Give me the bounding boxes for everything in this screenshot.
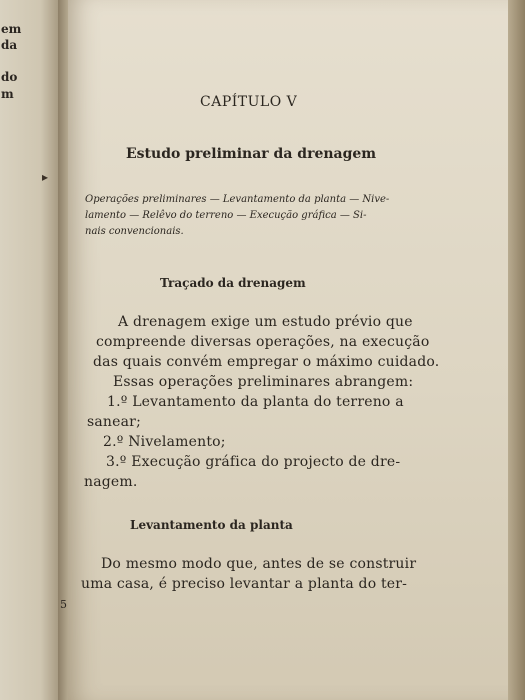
chapter-summary-line: Operações preliminares — Levantamento da planta — Nive- [85, 194, 390, 205]
paragraph-line: compreende diversas operações, na execução [96, 334, 430, 350]
signature-mark: 5 [60, 598, 67, 611]
chapter-summary-line: nais convencionais. [85, 226, 184, 237]
left-page-edge [0, 0, 58, 700]
paragraph-line: Do mesmo modo que, antes de se construir [101, 556, 417, 572]
left-page-fragment: em [1, 22, 22, 36]
paragraph-line: uma casa, é preciso levantar a planta do ter- [81, 576, 408, 592]
list-item: 2.º Nivelamento; [103, 434, 226, 450]
left-page-fragment: da [1, 38, 18, 52]
list-item: 1.º Levantamento da planta do terreno a [107, 394, 404, 410]
list-item-continuation: nagem. [84, 474, 138, 490]
left-page-fragment: do [1, 70, 18, 84]
chapter-heading: CAPÍTULO V [200, 94, 298, 110]
left-page-fragment: m [1, 87, 14, 101]
section-heading: Traçado da drenagem [160, 276, 306, 290]
list-item-continuation: sanear; [87, 414, 141, 430]
paragraph-line: Essas operações preliminares abrangem: [113, 374, 414, 390]
section-heading: Levantamento da planta [130, 518, 293, 532]
paragraph-line: das quais convém empregar o máximo cuidado. [93, 354, 440, 370]
chapter-title: Estudo preliminar da drenagem [126, 146, 377, 162]
paragraph-line: A drenagem exige um estudo prévio que [118, 314, 413, 330]
page-edge-right [508, 0, 525, 700]
chapter-summary-line: lamento — Relêvo do terreno — Execução gráfica — Si- [85, 210, 367, 221]
list-item: 3.º Execução gráfica do projecto de dre- [106, 454, 401, 470]
page-marker-icon: ▸ [42, 170, 49, 184]
